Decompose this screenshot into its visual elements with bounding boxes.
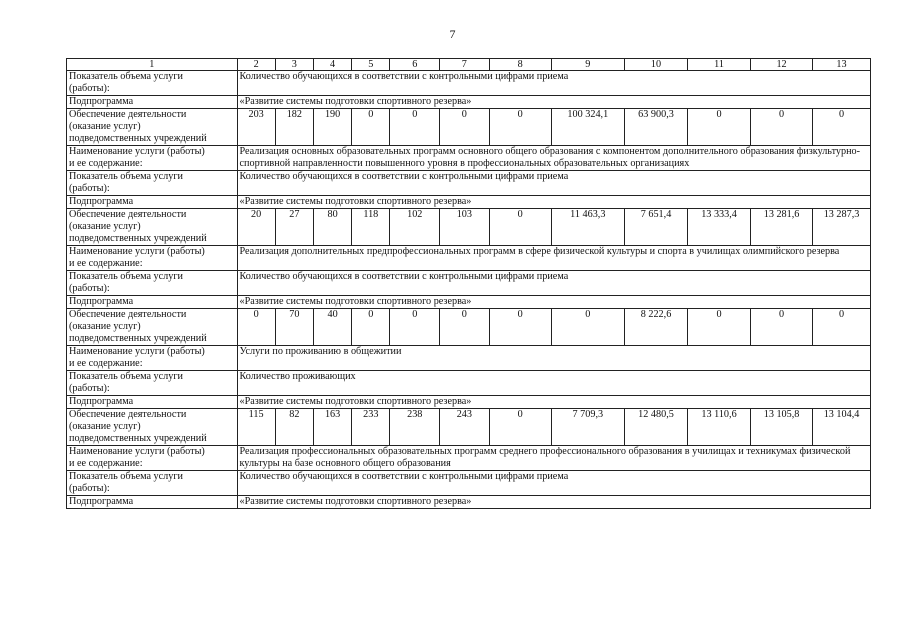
row-content: Количество обучающихся в соответствии с контрольными цифрами приема <box>237 271 871 296</box>
row-content: Реализация профессиональных образовательных программ среднего профессионального образования в училищах и техникумах физической культуры на базе основного общего образования <box>237 446 871 471</box>
table-row <box>67 296 871 309</box>
row-content: Реализация основных образовательных программ основного общего образования с компонентом дополнительного образования физкультурно-спортивной направленности повышенного уровня в профессиональных образовательных организациях <box>237 146 871 171</box>
row-label: Обеспечение деятельности (оказание услуг) подведомственных учреждений <box>67 109 238 146</box>
column-header: 13 <box>813 59 871 71</box>
value-cell: 80 <box>313 209 351 246</box>
value-cell: 233 <box>352 409 390 446</box>
row-label: Подпрограмма <box>67 96 238 109</box>
column-header: 5 <box>352 59 390 71</box>
row-content: Количество обучающихся в соответствии с контрольными цифрами приема <box>237 471 871 496</box>
row-content: Количество обучающихся в соответствии с контрольными цифрами приема <box>237 71 871 96</box>
value-cell: 11 463,3 <box>551 209 624 246</box>
value-cell: 7 651,4 <box>624 209 687 246</box>
row-content: «Развитие системы подготовки спортивного резерва» <box>237 496 871 509</box>
value-cell: 0 <box>688 309 751 346</box>
value-cell: 0 <box>390 309 440 346</box>
value-cell: 0 <box>352 109 390 146</box>
row-label: Показатель объема услуги (работы): <box>67 471 238 496</box>
value-cell: 118 <box>352 209 390 246</box>
value-cell: 0 <box>688 109 751 146</box>
value-cell: 0 <box>390 109 440 146</box>
value-cell: 0 <box>813 109 871 146</box>
value-cell: 100 324,1 <box>551 109 624 146</box>
value-cell: 0 <box>440 309 490 346</box>
row-label: Наименование услуги (работы) и ее содержание: <box>67 446 238 471</box>
row-label: Подпрограмма <box>67 196 238 209</box>
value-cell: 243 <box>440 409 490 446</box>
row-content: «Развитие системы подготовки спортивного резерва» <box>237 396 871 409</box>
value-cell: 20 <box>237 209 275 246</box>
value-cell: 82 <box>275 409 313 446</box>
row-label: Наименование услуги (работы) и ее содержание: <box>67 146 238 171</box>
value-cell: 0 <box>551 309 624 346</box>
table-row <box>67 209 871 246</box>
row-content: «Развитие системы подготовки спортивного резерва» <box>237 96 871 109</box>
table-row <box>67 246 871 271</box>
table-row <box>67 396 871 409</box>
table-row <box>67 171 871 196</box>
value-cell: 13 333,4 <box>688 209 751 246</box>
column-header: 2 <box>237 59 275 71</box>
column-header: 8 <box>489 59 551 71</box>
data-table <box>66 58 871 509</box>
row-label: Показатель объема услуги (работы): <box>67 171 238 196</box>
column-header: 9 <box>551 59 624 71</box>
value-cell: 0 <box>489 409 551 446</box>
value-cell: 0 <box>751 309 813 346</box>
row-label: Подпрограмма <box>67 396 238 409</box>
row-label: Обеспечение деятельности (оказание услуг) подведомственных учреждений <box>67 409 238 446</box>
row-label: Подпрограмма <box>67 296 238 309</box>
value-cell: 0 <box>813 309 871 346</box>
value-cell: 102 <box>390 209 440 246</box>
value-cell: 12 480,5 <box>624 409 687 446</box>
table-row <box>67 71 871 96</box>
column-header: 7 <box>440 59 490 71</box>
value-cell: 7 709,3 <box>551 409 624 446</box>
value-cell: 8 222,6 <box>624 309 687 346</box>
header-row <box>67 59 871 71</box>
column-header: 12 <box>751 59 813 71</box>
table-row <box>67 346 871 371</box>
table-row <box>67 109 871 146</box>
value-cell: 203 <box>237 109 275 146</box>
table-row <box>67 371 871 396</box>
value-cell: 63 900,3 <box>624 109 687 146</box>
value-cell: 190 <box>313 109 351 146</box>
table-row <box>67 446 871 471</box>
row-content: Реализация дополнительных предпрофессиональных программ в сфере физической культуры и спорта в училищах олимпийского резерва <box>237 246 871 271</box>
value-cell: 0 <box>489 209 551 246</box>
table-row <box>67 96 871 109</box>
value-cell: 13 105,8 <box>751 409 813 446</box>
column-header: 4 <box>313 59 351 71</box>
value-cell: 0 <box>751 109 813 146</box>
value-cell: 13 281,6 <box>751 209 813 246</box>
table-row <box>67 409 871 446</box>
value-cell: 182 <box>275 109 313 146</box>
value-cell: 238 <box>390 409 440 446</box>
row-label: Показатель объема услуги (работы): <box>67 371 238 396</box>
table-row <box>67 471 871 496</box>
value-cell: 0 <box>489 109 551 146</box>
table-row <box>67 309 871 346</box>
table-row <box>67 196 871 209</box>
row-label: Показатель объема услуги (работы): <box>67 71 238 96</box>
column-header: 10 <box>624 59 687 71</box>
row-label: Показатель объема услуги (работы): <box>67 271 238 296</box>
row-label: Обеспечение деятельности (оказание услуг) подведомственных учреждений <box>67 309 238 346</box>
value-cell: 103 <box>440 209 490 246</box>
row-content: «Развитие системы подготовки спортивного резерва» <box>237 296 871 309</box>
value-cell: 115 <box>237 409 275 446</box>
row-label: Подпрограмма <box>67 496 238 509</box>
value-cell: 70 <box>275 309 313 346</box>
value-cell: 0 <box>440 109 490 146</box>
row-content: Количество проживающих <box>237 371 871 396</box>
table-row <box>67 146 871 171</box>
column-header: 3 <box>275 59 313 71</box>
row-label: Наименование услуги (работы) и ее содержание: <box>67 346 238 371</box>
row-label: Обеспечение деятельности (оказание услуг) подведомственных учреждений <box>67 209 238 246</box>
row-label: Наименование услуги (работы) и ее содержание: <box>67 246 238 271</box>
column-header: 6 <box>390 59 440 71</box>
row-content: Количество обучающихся в соответствии с контрольными цифрами приема <box>237 171 871 196</box>
column-header: 1 <box>67 59 238 71</box>
table-row <box>67 496 871 509</box>
value-cell: 13 287,3 <box>813 209 871 246</box>
value-cell: 13 110,6 <box>688 409 751 446</box>
value-cell: 0 <box>489 309 551 346</box>
value-cell: 27 <box>275 209 313 246</box>
column-header: 11 <box>688 59 751 71</box>
row-content: Услуги по проживанию в общежитии <box>237 346 871 371</box>
value-cell: 0 <box>237 309 275 346</box>
value-cell: 13 104,4 <box>813 409 871 446</box>
table-row <box>67 271 871 296</box>
page-number: 7 <box>449 27 456 41</box>
value-cell: 40 <box>313 309 351 346</box>
value-cell: 0 <box>352 309 390 346</box>
value-cell: 163 <box>313 409 351 446</box>
row-content: «Развитие системы подготовки спортивного резерва» <box>237 196 871 209</box>
